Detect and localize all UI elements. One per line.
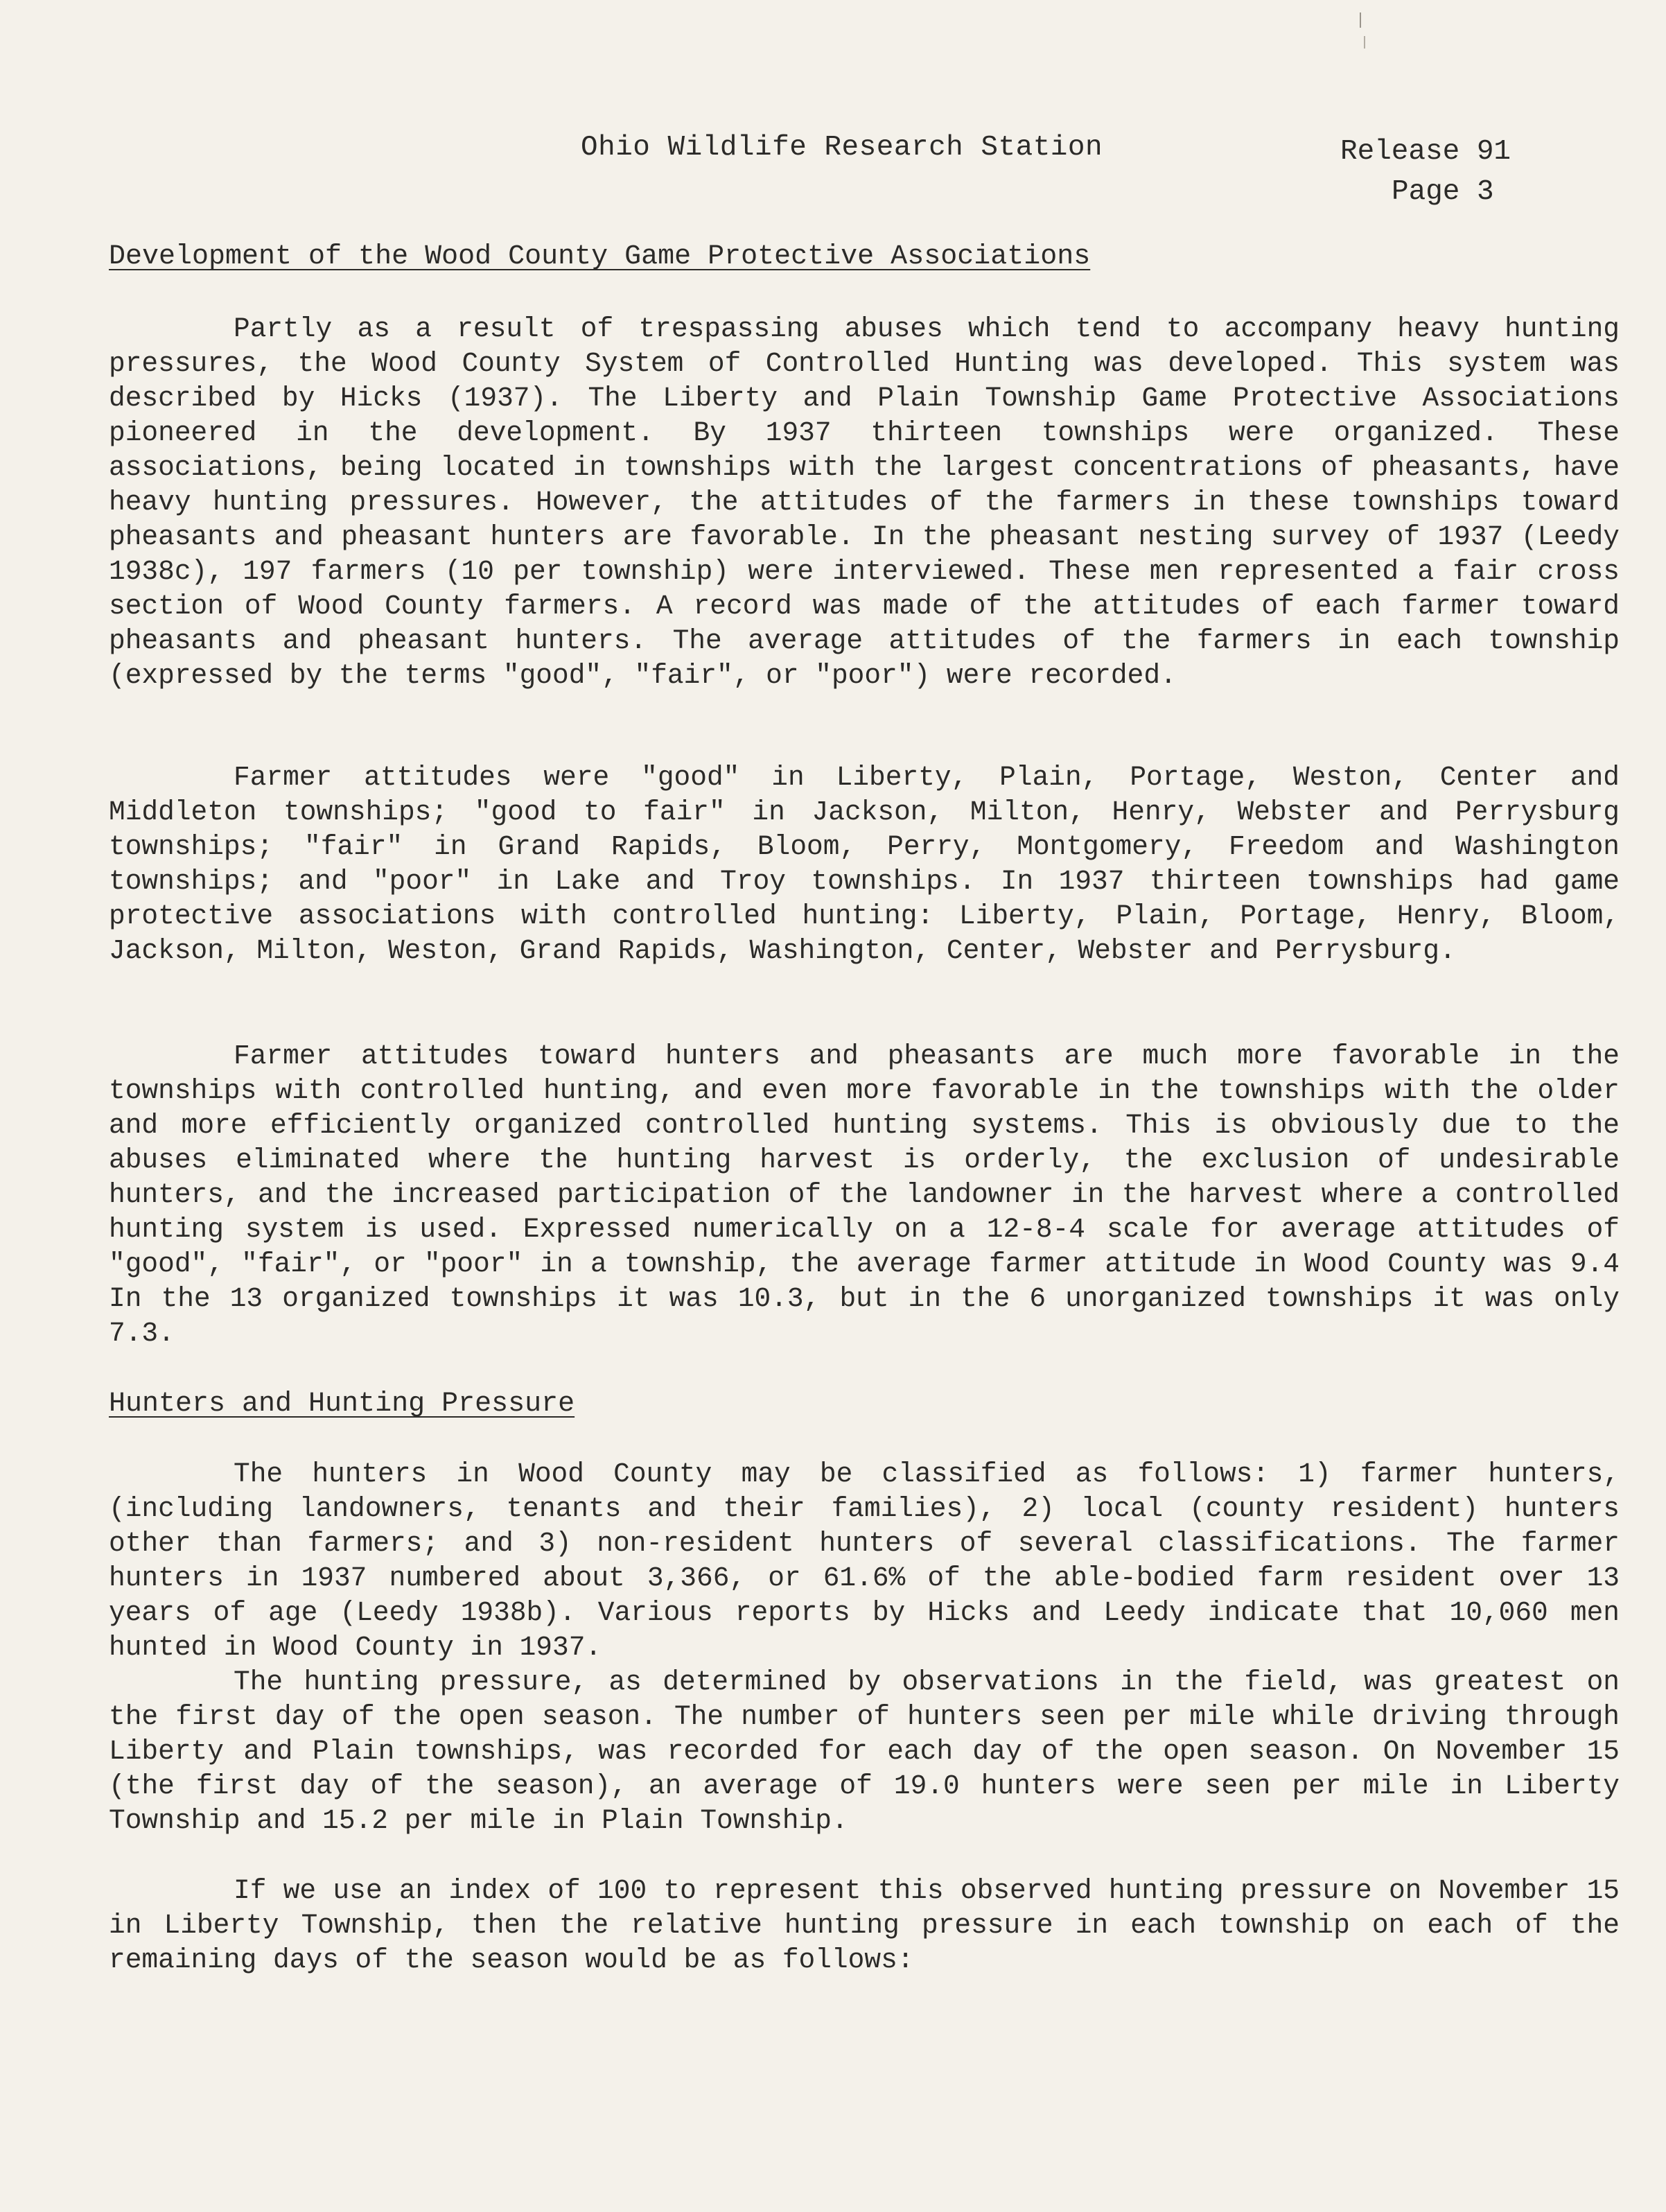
paragraph: If we use an index of 100 to represent this observed hunting pressure on November 15 in Liberty Township, then the relative hunting pressure in each township on each of the remaining days of the season would be as follows: <box>109 1875 1620 1976</box>
paragraph: Farmer attitudes toward hunters and pheasants are much more favorable in the townships with controlled hunting, and even more favorable in the townships with the older and more efficiently organized controlled hunting systems. This is obviously due to the abuses eliminated where the hunting harvest is orderly, the exclusion of undesirable hunters, and the increased participation of the landowner in the harvest where a controlled hunting system is used. Expressed numerically on a 12-8-4 scale for average attitudes of "good", "fair", or "poor" in a township, the average farmer attitude in Wood County was 9.4 In the 13 organized townships it was 10.3, but in the 6 unorganized townships it was only 7.3. <box>109 1040 1620 1349</box>
section-heading-associations: Development of the Wood County Game Protective Associations <box>109 241 1091 272</box>
paragraph: Partly as a result of trespassing abuses which tend to accompany heavy hunting pressures, the Wood County System of Controlled Hunting was developed. This system was described by Hicks (1937). The Liberty and Plain Township Game Protective Associations pioneered in the development. By 1937 thirteen townships were organized. These associations, being located in townships with the largest concentrations of pheasants, have heavy hunting pressures. However, the attitudes of the farmers in these townships toward pheasants and pheasant hunters are favorable. In the pheasant nesting survey of 1937 (Leedy 1938c), 197 farmers (10 per township) were interviewed. These men represented a fair cross section of Wood County farmers. A record was made of the attitudes of each farmer toward pheasants and pheasant hunters. The average attitudes of the farmers in each township (expressed by the terms "good", "fair", or "poor") were recorded. <box>109 313 1620 691</box>
paragraph: Farmer attitudes were "good" in Liberty, Plain, Portage, Weston, Center and Middleton townships; "good to fair" in Jackson, Milton, Henry, Webster and Perrysburg townships; "fair" in Grand Rapids, Bloom, Perry, Montgomery, Freedom and Washington townships; and "poor" in Lake and Troy townships. In 1937 thirteen townships had game protective associations with controlled hunting: Liberty, Plain, Portage, Henry, Bloom, Jackson, Milton, Weston, Grand Rapids, Washington, Center, Webster and Perrysburg. <box>109 762 1620 966</box>
margin-mark <box>1360 12 1361 28</box>
margin-mark <box>1364 36 1365 49</box>
paragraph: The hunters in Wood County may be classified as follows: 1) farmer hunters, (including landowners, tenants and their families), 2) local (county resident) hunters other than farmers; and 3) non-resident hunters of several classifications. The farmer hunters in 1937 numbered about 3,366, or 61.6% of the able-bodied farm resident over 13 years of age (Leedy 1938b). Various reports by Hicks and Leedy indicate that 10,060 men hunted in Wood County in 1937. <box>109 1458 1620 1663</box>
section-heading-hunters: Hunters and Hunting Pressure <box>109 1388 575 1420</box>
release-info <box>1340 132 1511 212</box>
page-number: Page 3 <box>1392 176 1494 208</box>
station-title: Ohio Wildlife Research Station <box>581 132 1103 164</box>
paragraph: The hunting pressure, as determined by observations in the field, was greatest on the first day of the open season. The number of hunters seen per mile while driving through Liberty and Plain townships, was recorded for each day of the open season. On November 15 (the first day of the season), an average of 19.0 hunters were seen per mile in Liberty Township and 15.2 per mile in Plain Township. <box>109 1666 1620 1836</box>
release-number: Release 91 <box>1340 136 1511 168</box>
